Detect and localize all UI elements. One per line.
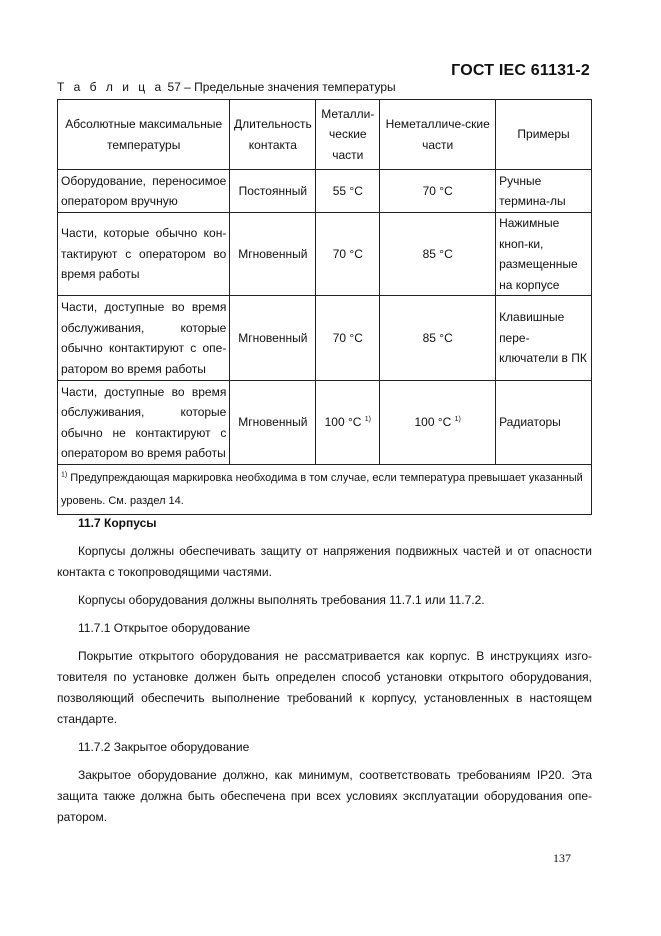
column-header-examples: Примеры (496, 100, 592, 170)
section-body (57, 513, 592, 835)
subsection-heading: 11.7.2 Закрытое оборудование (78, 740, 250, 754)
cell-metal-value: 100 °С (324, 415, 362, 430)
footnote-mark: 1) (61, 470, 68, 478)
temperature-limits-table (57, 99, 592, 515)
cell-nonmetal-value: 100 °С (414, 415, 452, 430)
page-number: 137 (553, 851, 571, 865)
subsection-heading: 11.7.1 Открытое оборудование (78, 621, 251, 635)
paragraph: Покрытие открытого оборудования не рассматривается как корпус. В инструкциях изго-товителя по установке должен быть определен способ установки открытого оборудования, позволяющий обеспечить выполнение требований к корпусу, установленных в настоящем стандарте. (57, 649, 592, 726)
cell-metal: 55 °С (316, 170, 380, 213)
table-caption-prefix: Т а б л и ц а (57, 80, 165, 94)
paragraph: Корпусы оборудования должны выполнять требования 11.7.1 или 11.7.2. (78, 593, 485, 607)
cell-nonmetal (380, 381, 496, 465)
table-row (58, 213, 592, 296)
column-header-contact-duration: Длительность контакта (230, 100, 316, 170)
table-caption (57, 80, 396, 94)
cell-metal (316, 381, 380, 465)
cell-example: Радиаторы (496, 381, 592, 465)
cell-part: Части, доступные во время обслуживания, которые обычно не контактируют с оператором во время работы (58, 381, 230, 465)
cell-duration: Мгновенный (230, 381, 316, 465)
footnote-text: Предупреждающая маркировка необходима в том случае, если температура превышает указанный уровень. См. раздел 14. (61, 471, 583, 507)
paragraph: Закрытое оборудование должно, как минимум, соответствовать требованиям IP20. Эта защита также должна быть обеспечена при всех условиях эксплуатации оборудования опе-ратором. (57, 768, 592, 824)
paragraph: Корпусы должны обеспечивать защиту от напряжения подвижных частей и от опасности контакта с токопроводящими частями. (57, 544, 592, 579)
table-row (58, 170, 592, 213)
column-header-metal-parts: Металли-ческие части (316, 100, 380, 170)
column-header-nonmetal-parts: Неметалличе-ские части (380, 100, 496, 170)
cell-nonmetal: 85 °С (380, 296, 496, 381)
cell-duration: Мгновенный (230, 296, 316, 381)
cell-part: Оборудование, переносимое оператором вручную (58, 170, 230, 213)
footnote-ref: 1) (454, 416, 461, 424)
table-header-row (58, 100, 592, 170)
cell-example: Клавишные пере-ключатели в ПК (496, 296, 592, 381)
cell-duration: Мгновенный (230, 213, 316, 296)
standard-code: ГОСТ IEC 61131-2 (451, 62, 590, 79)
cell-metal: 70 °С (316, 213, 380, 296)
cell-example: Нажимные кноп-ки, размещенные на корпусе (496, 213, 592, 296)
section-heading: 11.7 Корпусы (78, 516, 157, 530)
cell-part: Части, которые обычно кон-тактируют с оператором во время работы (58, 213, 230, 296)
table-caption-title: 57 – Предельные значения температуры (164, 80, 396, 94)
cell-metal: 70 °С (316, 296, 380, 381)
table-footnote-row (58, 465, 592, 515)
table-row (58, 296, 592, 381)
cell-nonmetal: 70 °С (380, 170, 496, 213)
table-footnote (58, 465, 592, 515)
cell-part: Части, доступные во время обслуживания, которые обычно контактируют с опе-ратором во время работы (58, 296, 230, 381)
footnote-ref: 1) (364, 416, 372, 424)
cell-nonmetal: 85 °С (380, 213, 496, 296)
cell-duration: Постоянный (230, 170, 316, 213)
cell-example: Ручные термина-лы (496, 170, 592, 213)
table-row (58, 381, 592, 465)
column-header-max-temperature: Абсолютные максимальные температуры (58, 100, 230, 170)
